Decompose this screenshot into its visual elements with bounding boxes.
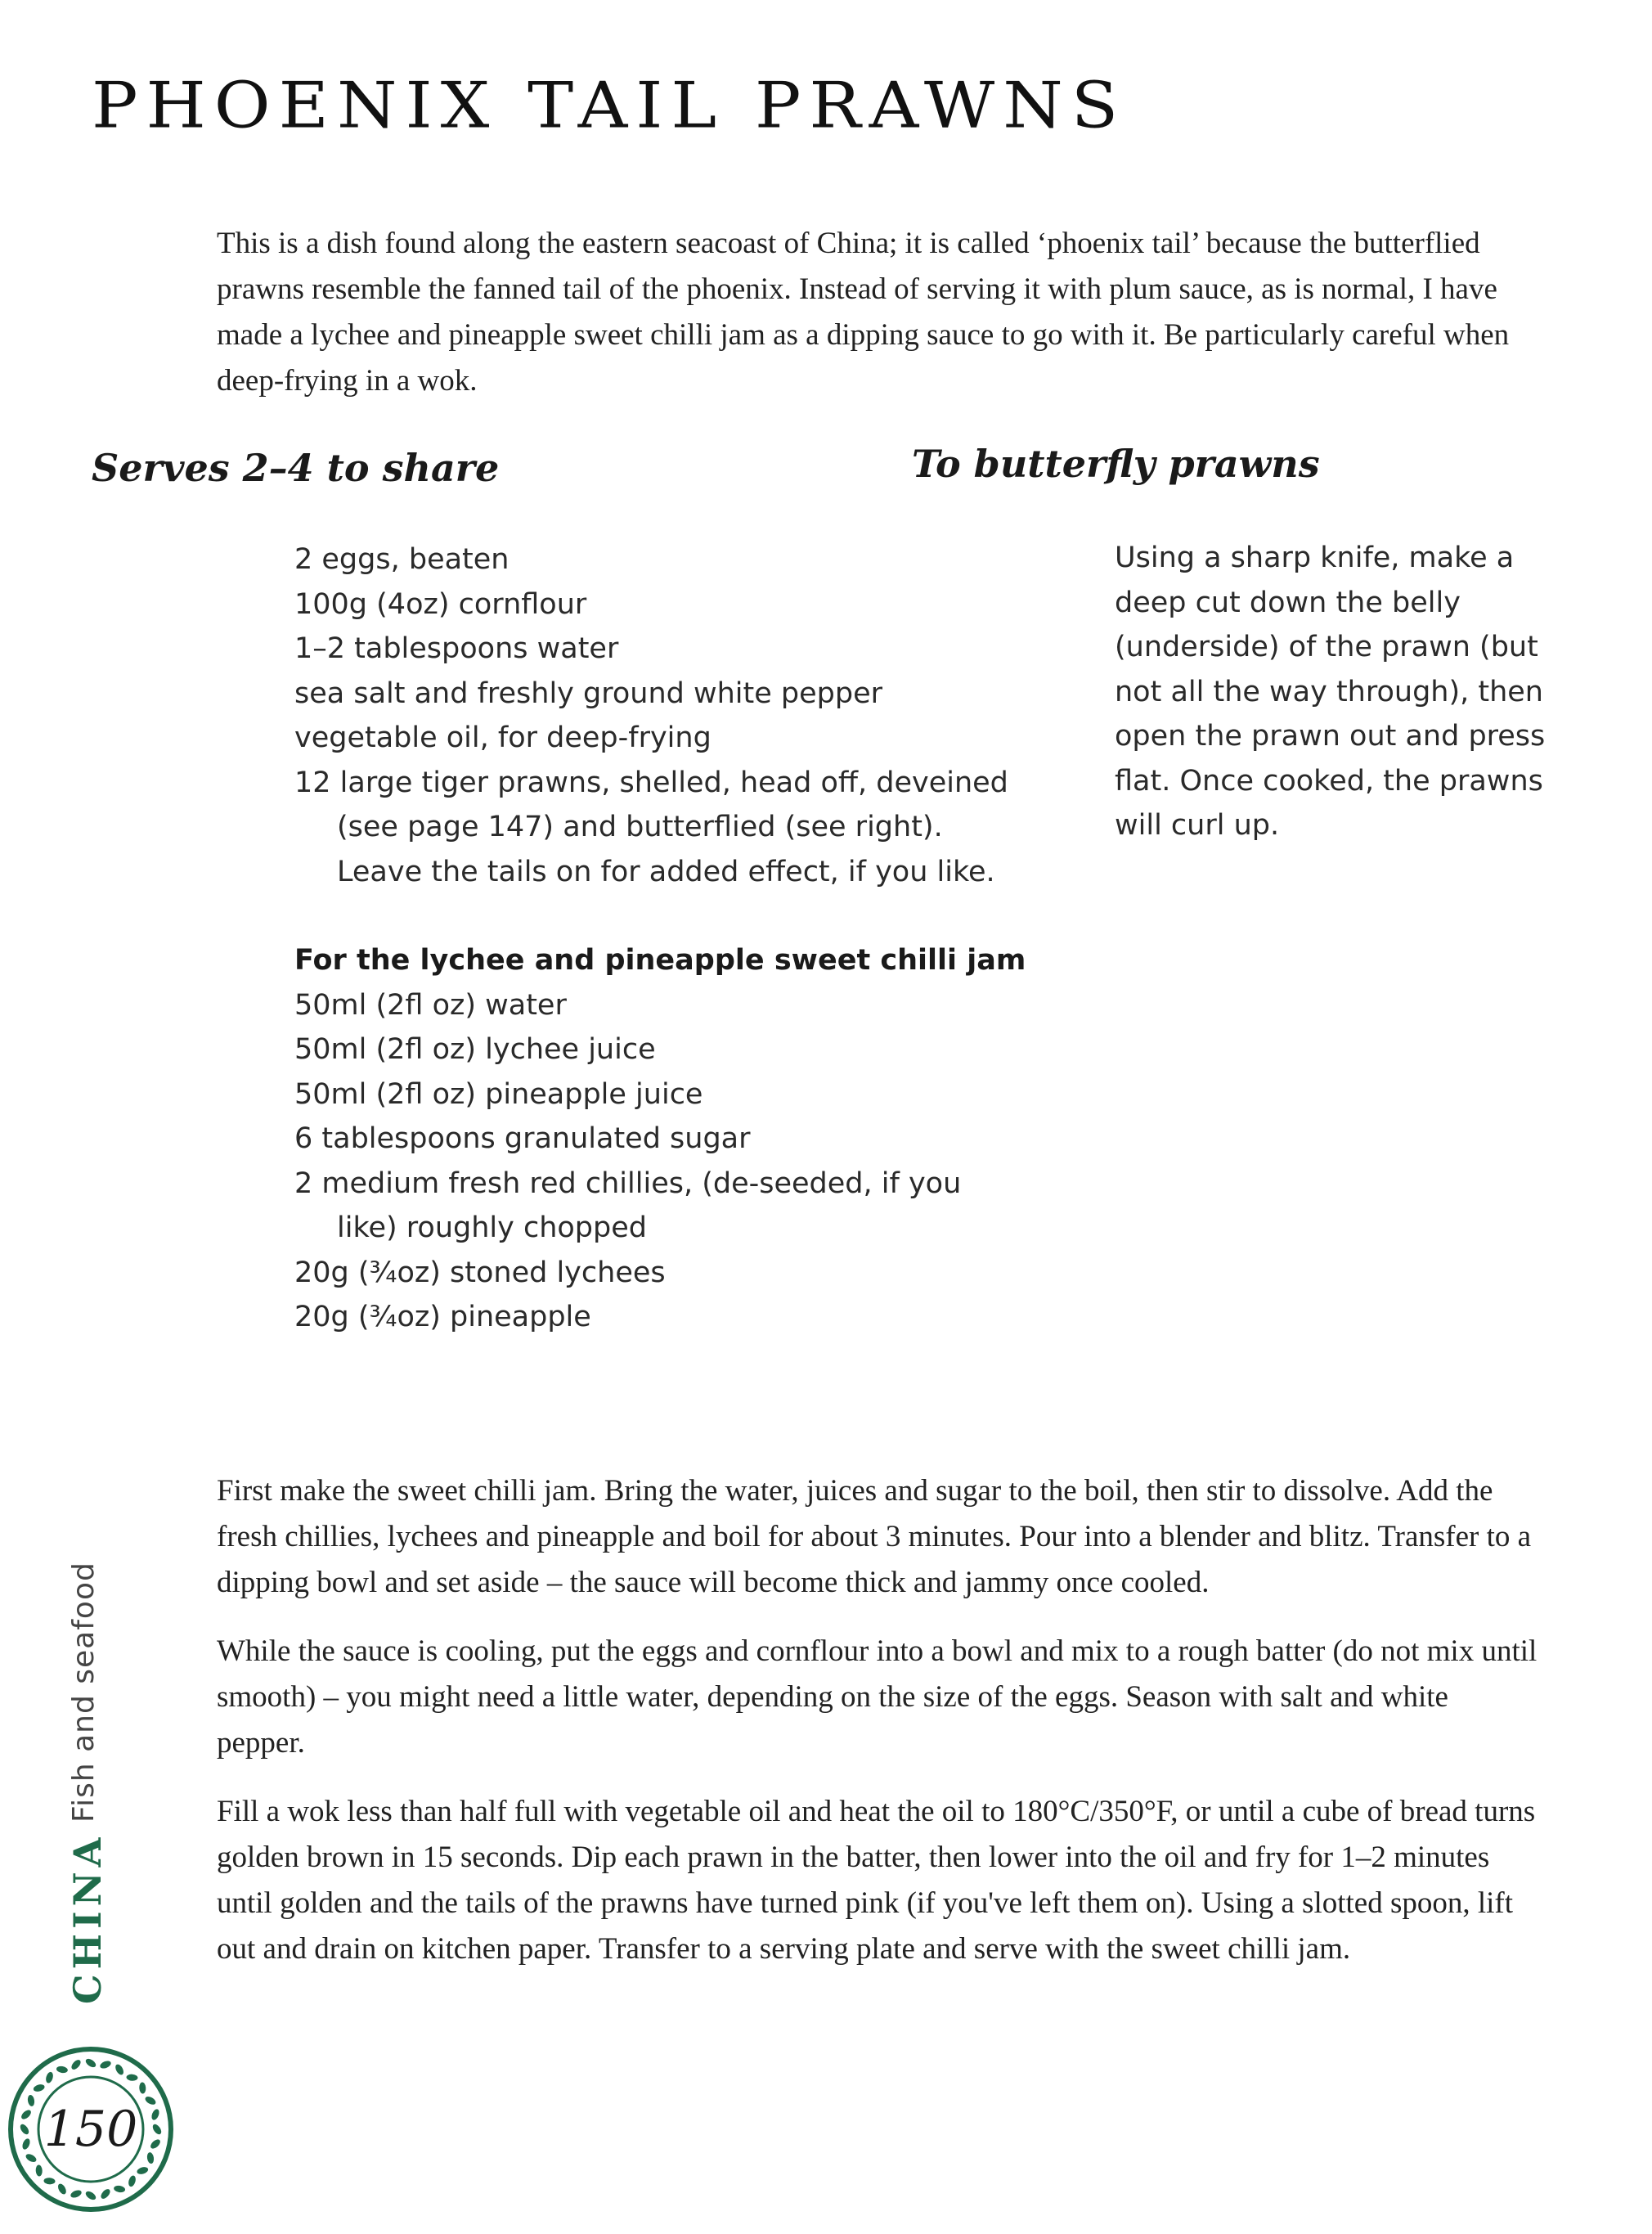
ingredient-item: 2 eggs, beaten — [294, 543, 510, 576]
jam-ingredient-item: 20g (¾oz) pineapple — [294, 1301, 591, 1333]
recipe-title: PHOENIX TAIL PRAWNS — [92, 68, 1127, 143]
method-section — [217, 1468, 1542, 1995]
serves-heading: Serves 2–4 to share — [92, 446, 500, 490]
butterfly-instructions: Using a sharp knife, make a deep cut down the belly (underside) of the prawn (but not all the way through), then open the prawn out and press flat. Once cooked, the prawns will curl up. — [1115, 542, 1546, 842]
butterfly-heading: To butterfly prawns — [912, 442, 1320, 486]
ingredients-list — [294, 537, 1030, 1340]
ingredient-item: vegetable oil, for deep-frying — [294, 721, 712, 754]
method-step: First make the sweet chilli jam. Bring the water, juices and sugar to the boil, then stir to dissolve. Add the fresh chillies, lychees and pineapple and boil for about 3 minutes. Pour into a blender and blitz. Transfer to a dipping bowl and set aside – the sauce will become thick and jammy once cooled. — [217, 1474, 1532, 1599]
jam-heading: For the lychee and pineapple sweet chilli jam — [294, 944, 1026, 977]
ingredient-item: 12 large tiger prawns, shelled, head off, deveined (see page 147) and butterflied (see right). Leave the tails on for added effect, if you like. — [294, 766, 1008, 888]
jam-ingredient-item: 50ml (2fl oz) pineapple juice — [294, 1077, 703, 1111]
country-label: CHINA — [65, 1832, 110, 2004]
ingredient-item: sea salt and freshly ground white pepper — [294, 676, 883, 710]
page-number: 150 — [43, 2101, 138, 2158]
jam-ingredient-item: 6 tablespoons granulated sugar — [294, 1122, 751, 1155]
recipe-intro: This is a dish found along the eastern seacoast of China; it is called ‘phoenix tail’ because the butterflied prawns resemble the fanned tail of the phoenix. Instead of serving it with plum sauce, as is normal, I have made a lychee and pineapple sweet chilli jam as a dipping sauce to go with it. Be particularly careful when deep-frying in a wok. — [217, 227, 1510, 398]
jam-ingredient-item: 2 medium fresh red chillies, (de-seeded, if you like) roughly chopped — [294, 1166, 962, 1244]
ingredient-item: 1–2 tablespoons water — [294, 632, 619, 665]
section-category-label: Fish and seafood — [67, 1562, 101, 1823]
ingredient-item: 100g (4oz) cornflour — [294, 587, 587, 621]
method-step: Fill a wok less than half full with vegetable oil and heat the oil to 180°C/350°F, or until a cube of bread turns golden brown in 15 seconds. Dip each prawn in the batter, then lower into the oil and fry for 1–2 minutes until golden and the tails of the prawns have turned pink (if you've left them on). Using a slotted spoon, lift out and drain on kitchen paper. Transfer to a serving plate and serve with the sweet chilli jam. — [217, 1795, 1536, 1966]
method-step: While the sauce is cooling, put the eggs and cornflour into a bowl and mix to a rough batter (do not mix until smooth) – you might need a little water, depending on the size of the eggs. Season with salt and white pepper. — [217, 1634, 1538, 1760]
jam-ingredient-item: 50ml (2fl oz) lychee juice — [294, 1033, 656, 1066]
jam-ingredient-item: 20g (¾oz) stoned lychees — [294, 1256, 666, 1289]
jam-ingredient-item: 50ml (2fl oz) water — [294, 988, 567, 1022]
